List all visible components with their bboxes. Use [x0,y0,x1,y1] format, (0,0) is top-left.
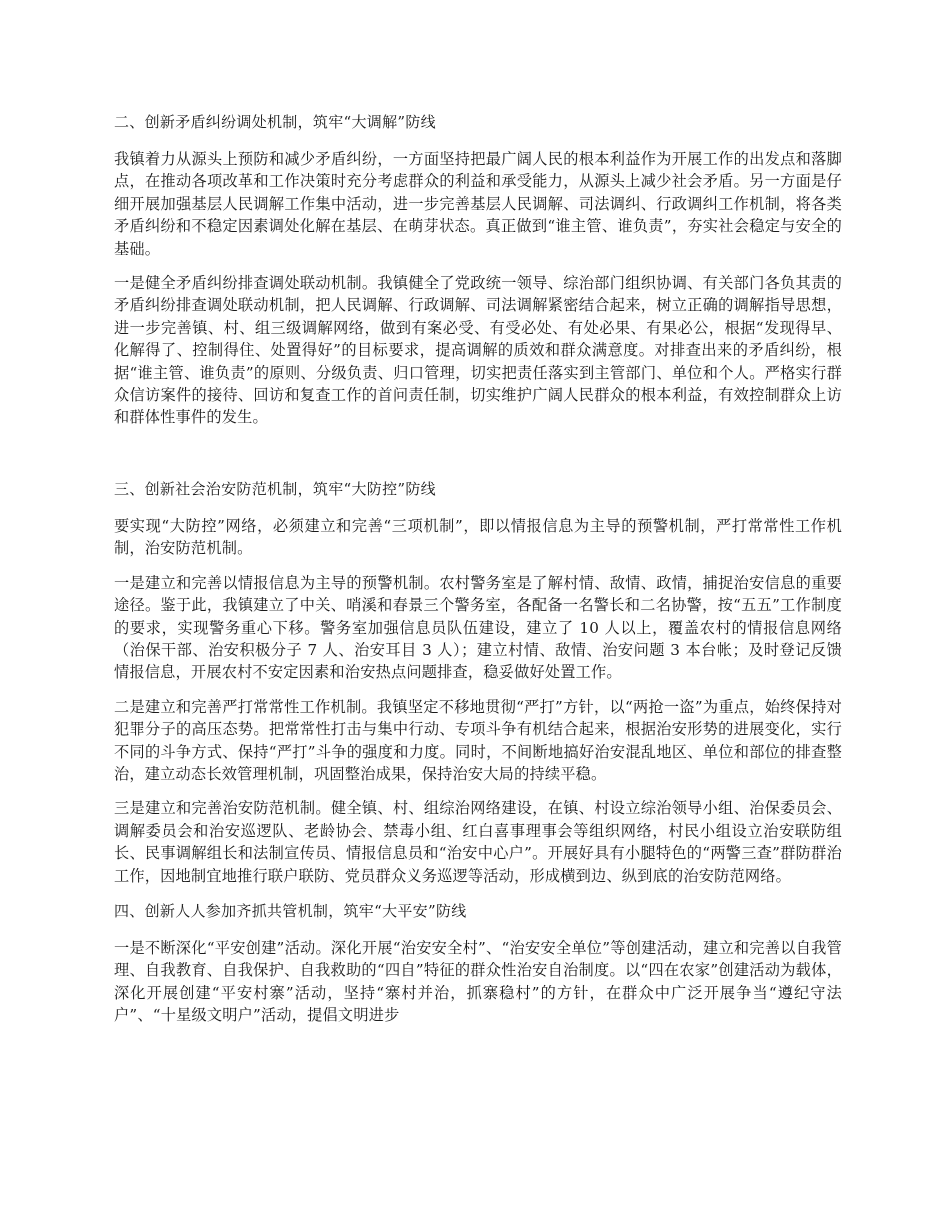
paragraph: 要实现“大防控”网络，必须建立和完善“三项机制”，即以情报信息为主导的预警机制，严打常常性工作机制，治安防范机制。 [114,516,842,558]
paragraph: 一是建立和完善以情报信息为主导的预警机制。农村警务室是了解村情、敌情、政情，捕捉治安信息的重要途径。鉴于此，我镇建立了中关、哨溪和春景三个警务室，各配备一名警长和二名协警，按“五五”工作制度的要求，实现警务重心下移。警务室加强信息员队伍建设，建立了 10 人以上，覆盖农村的情报信息网络（治保干部、治安积极分子 7 人、治安耳目 3 人）；建立村情、敌情、治安问题 3 本台帐；及时登记反馈情报信息，开展农村不安定因素和治安热点问题排查，稳妥做好处置工作。 [114,573,842,682]
paragraph: 一是不断深化“平安创建”活动。深化开展“治安安全村”、“治安安全单位”等创建活动，建立和完善以自我管理、自我教育、自我保护、自我救助的“四自”特征的群众性治安自治制度。以“四在农家”创建活动为载体，深化开展创建“平安村寨”活动，坚持“寨村并治，抓寨稳村”的方针，在群众中广泛开展争当“遵纪守法户”、“十星级文明户”活动，提倡文明进步 [114,938,842,1025]
paragraph: 三是建立和完善治安防范机制。健全镇、村、组综治网络建设，在镇、村设立综治领导小组、治保委员会、调解委员会和治安巡逻队、老龄协会、禁毒小组、红白喜事理事会等组织网络，村民小组设立治安联防组长、民事调解组长和法制宣传员、情报信息员和“治安中心户”。开展好具有小腿特色的“两警三查”群防群治工作，因地制宜地推行联户联防、党员群众义务巡逻等活动，形成横到边、纵到底的治安防范网络。 [114,799,842,885]
paragraph: 一是健全矛盾纠纷排查调处联动机制。我镇健全了党政统一领导、综治部门组织协调、有关部门各负其责的矛盾纠纷排查调处联动机制，把人民调解、行政调解、司法调解紧密结合起来，树立正确的调解指导思想，进一步完善镇、村、组三级调解网络，做到有案必受、有受必处、有处必果、有果必公，根据“发现得早、化解得了、控制得住、处置得好”的目标要求，提高调解的质效和群众满意度。对排查出来的矛盾纠纷，根据“谁主管、谁负责”的原则、分级负责、归口管理，切实把责任落实到主管部门、单位和个人。严格实行群众信访案件的接待、回访和复查工作的首问责任制，切实维护广阔人民群众的根本利益，有效控制群众上访和群体性事件的发生。 [114,274,842,427]
section-spacer [114,441,842,477]
section-heading: 四、创新人人参加齐抓共管机制，筑牢“大平安”防线 [114,901,467,920]
paragraph: 二是建立和完善严打常常性工作机制。我镇坚定不移地贯彻“严打”方针，以“两抢一盗”为重点，始终保持对犯罪分子的高压态势。把常常性打击与集中行动、专项斗争有机结合起来，根据治安形势的进展变化，实行不同的斗争方式、保持“严打”斗争的强度和力度。同时，不间断地搞好治安混乱地区、单位和部位的排查整治，建立动态长效管理机制，巩固整治成果，保持治安大局的持续平稳。 [114,697,842,783]
document-page [114,110,842,1039]
paragraph: 我镇着力从源头上预防和减少矛盾纠纷，一方面坚持把最广阔人民的根本利益作为开展工作的出发点和落脚点，在推动各项改革和工作决策时充分考虑群众的利益和承受能力，从源头上减少社会矛盾。另一方面是仔细开展加强基层人民调解工作集中活动，进一步完善基层人民调解、司法调纠、行政调纠工作机制，将各类矛盾纠纷和不稳定因素调处化解在基层、在萌芽状态。真正做到“谁主管、谁负责”，夯实社会稳定与安全的基础。 [114,150,842,258]
section-heading: 二、创新矛盾纠纷调处机制，筑牢“大调解”防线 [114,113,436,131]
section-heading: 三、创新社会治安防范机制，筑牢“大防控”防线 [114,479,436,498]
